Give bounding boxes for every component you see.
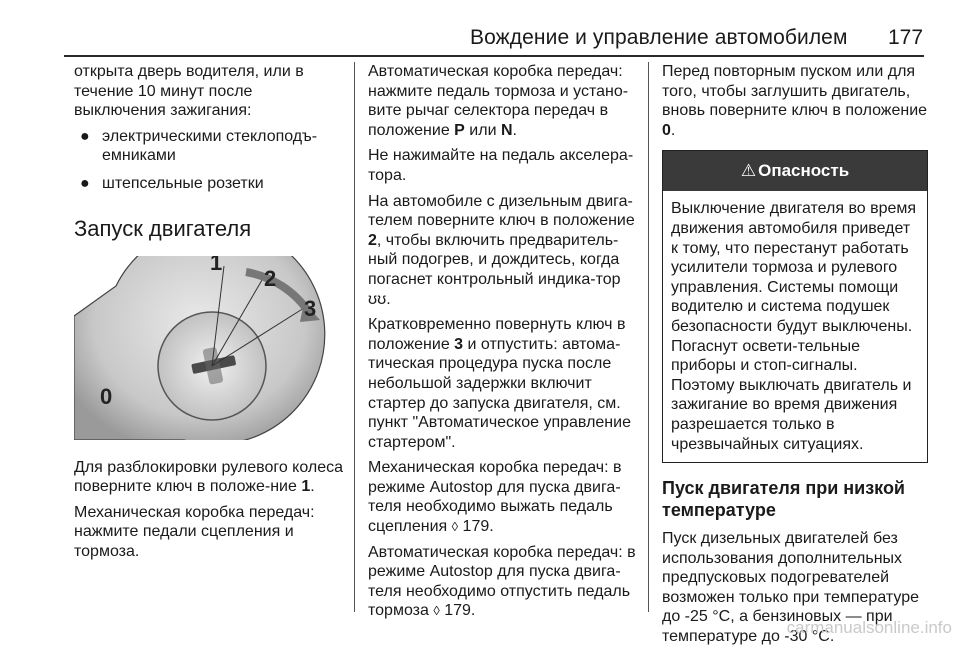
position-label-2: 2 bbox=[264, 265, 277, 291]
section-title: Запуск двигателя bbox=[74, 215, 252, 241]
bullet-item bbox=[74, 127, 344, 166]
intro-text: открыта дверь водителя, или в течение 10 минут после выключения зажигания: bbox=[74, 63, 304, 120]
text-run: . bbox=[386, 290, 391, 308]
text-run: Автоматическая коробка передач: в режиме Autostop для пуска двига-теля необходимо отпустить педаль тормоза bbox=[368, 543, 636, 620]
restart-text bbox=[662, 62, 928, 140]
warning-body: Выключение двигателя во время движения автомобиля приведет к тому, что перестанут работать усилители тормоза и рулевого управления. Системы помощи водителю и система подушек безопасности будут выключены. Погаснут освети-тельные приборы и стоп-сигналы. Поэтому выключать двигатель и зажигание во время движения разрешается только в чрезвычайных ситуациях. bbox=[671, 200, 917, 453]
bold-run: 1 bbox=[301, 478, 311, 496]
text-run: . bbox=[310, 478, 315, 496]
warning-triangle-icon: ⚠ bbox=[740, 161, 757, 181]
text-run: Механическая коробка передач: в режиме Autostop для пуска двига-теля необходимо выжать педаль сцепления bbox=[368, 459, 622, 536]
bold-run: 2 bbox=[368, 231, 377, 249]
diesel-preheat-text bbox=[368, 192, 636, 310]
start-procedure-text bbox=[368, 315, 636, 452]
bold-run: P bbox=[454, 121, 465, 139]
warning-header bbox=[663, 151, 927, 191]
text-run: Кратковременно повернуть ключ в положение bbox=[368, 316, 626, 353]
text-run: и отпустить: автома-тическая процедура пуска после небольшой задержки включит стартер до запуска двигателя, см. пункт "Автоматическое управление стартером". bbox=[368, 335, 631, 451]
column-divider-1 bbox=[354, 62, 355, 612]
page-ref-link[interactable]: 179. bbox=[439, 602, 476, 620]
text-run: Для разблокировки рулевого колеса поверните ключ в положе-ние bbox=[74, 458, 344, 496]
warning-title: Опасность bbox=[758, 161, 850, 181]
bullet-item bbox=[74, 174, 344, 194]
unlock-steering-text bbox=[74, 458, 344, 497]
bold-run: N bbox=[500, 121, 513, 139]
auto-gearbox-text bbox=[368, 62, 636, 140]
column-3 bbox=[662, 62, 928, 653]
page-number: 177 bbox=[888, 26, 924, 49]
header-divider bbox=[64, 55, 924, 57]
position-label-1: 1 bbox=[210, 255, 223, 275]
subsection-title: Пуск двигателя при низкой температуре bbox=[662, 478, 905, 521]
bold-run: 0 bbox=[662, 121, 671, 139]
accelerator-note: Не нажимайте на педаль акселера-тора. bbox=[368, 147, 634, 184]
bullet-dot-icon: ● bbox=[80, 174, 90, 192]
page-header bbox=[0, 0, 960, 52]
column-divider-2 bbox=[648, 62, 649, 612]
text-run: Автоматическая коробка передач: нажмите педаль тормоза и устано-вите рычаг селектора передач в положение bbox=[368, 63, 629, 139]
danger-warning-box bbox=[662, 150, 928, 463]
page-ref-arrow-icon: ◊ bbox=[451, 519, 459, 535]
position-label-3: 3 bbox=[304, 295, 317, 321]
glow-plug-indicator-icon: ʊʊ bbox=[368, 290, 387, 308]
text-run: . bbox=[512, 121, 517, 139]
position-label-0: 0 bbox=[100, 383, 113, 409]
text-run: или bbox=[464, 121, 501, 139]
autostop-auto-text bbox=[368, 543, 636, 621]
bullet-dot-icon: ● bbox=[80, 127, 90, 145]
ignition-switch-figure bbox=[74, 256, 336, 440]
text-run: На автомобиле с дизельным двига-телем поверните ключ в положение bbox=[368, 192, 635, 230]
page-title: Вождение и управление автомобилем bbox=[470, 26, 848, 49]
bold-run: 3 bbox=[454, 335, 464, 353]
page-ref-link[interactable]: 179. bbox=[458, 518, 494, 536]
text-run: Перед повторным пуском или для того, чтобы заглушить двигатель, вновь поверните ключ в положение bbox=[662, 63, 928, 120]
page-ref-arrow-icon: ◊ bbox=[433, 603, 440, 619]
watermark: carmanualsonline.info bbox=[786, 618, 952, 637]
column-1 bbox=[74, 62, 344, 568]
text-run: , чтобы включить предваритель-ный подогрев, и дождитесь, когда погаснет контрольный индика-тор bbox=[368, 231, 621, 288]
column-2 bbox=[368, 62, 636, 627]
bullet-text: электрическими стеклоподъ-емниками bbox=[102, 127, 318, 165]
autostop-manual-text bbox=[368, 458, 636, 536]
text-run: . bbox=[670, 121, 676, 139]
bullet-text: штепсельные розетки bbox=[102, 174, 264, 192]
cold-start-text: Пуск дизельных двигателей без использования дополнительных предпусковых подогревателей возможен только при температуре до -25 °C, а бензиновых — при температуре до -30 °C. bbox=[662, 530, 919, 646]
manual-gearbox-text: Механическая коробка передач: нажмите педали сцепления и тормоза. bbox=[74, 503, 315, 560]
